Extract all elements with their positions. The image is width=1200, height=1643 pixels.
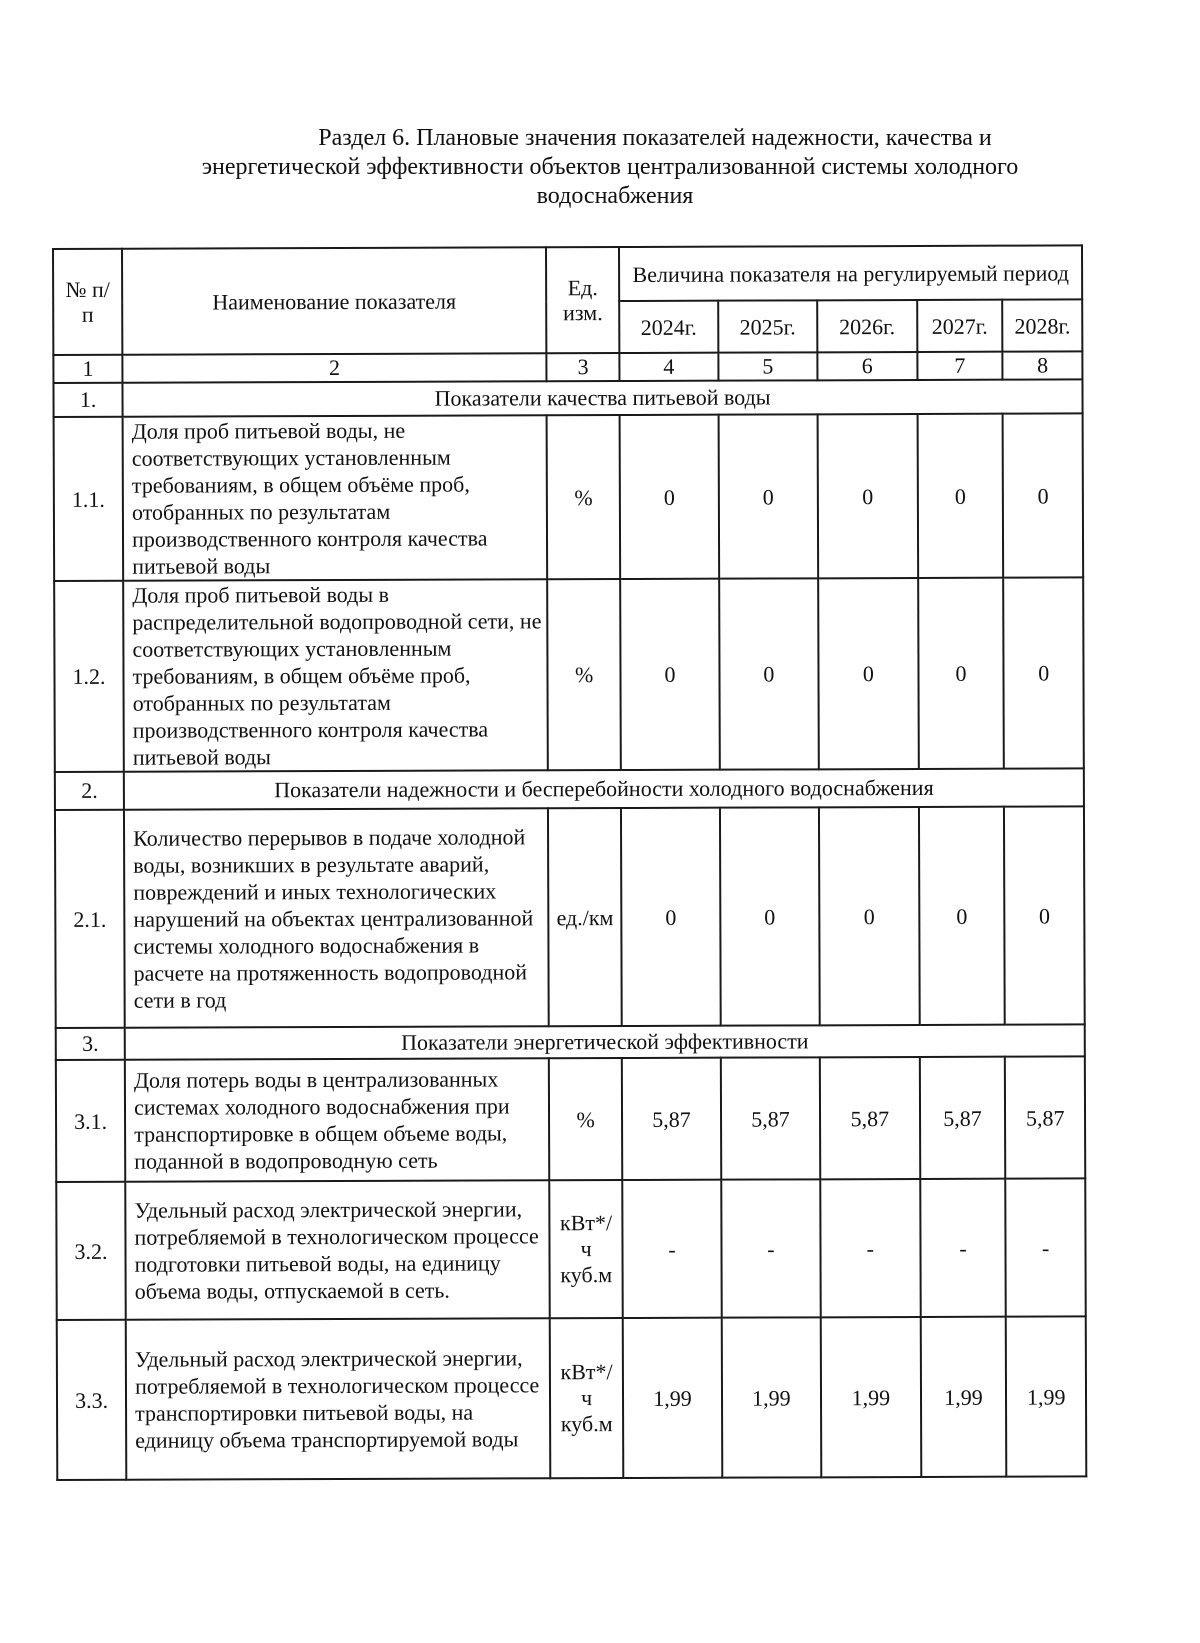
value-2024: 0: [620, 415, 719, 579]
row-number: 3.2.: [56, 1182, 126, 1320]
value-2026: 0: [818, 414, 918, 578]
value-2024: 5,87: [622, 1058, 721, 1180]
row-number: 2.1.: [55, 810, 125, 1028]
title-line-1: Раздел 6. Плановые значения показателей надежности, качества и: [318, 125, 992, 151]
value-2026: 1,99: [821, 1317, 921, 1477]
indicator-name: Доля потерь воды в централизованных системах холодного водоснабжения при транспортировке в общем объеме воды, поданной в водопроводную сеть: [125, 1058, 549, 1181]
value-2026: 0: [819, 807, 919, 1025]
value-2024: 0: [620, 579, 719, 770]
value-2027: 0: [918, 578, 1004, 769]
row-number: 3.1.: [56, 1060, 126, 1182]
header-year-2026: 2026г.: [817, 300, 917, 352]
header-year-2025: 2025г.: [718, 300, 818, 352]
indicators-table: [52, 244, 1087, 1481]
row-number: 3.3.: [57, 1320, 127, 1480]
unit-cell: %: [549, 1058, 623, 1180]
value-2027: 0: [917, 414, 1003, 578]
column-index: 6: [817, 352, 917, 380]
value-2027: 5,87: [919, 1057, 1005, 1179]
column-index: 5: [718, 352, 818, 380]
indicator-name: Доля проб питьевой воды в распределительной водопроводной сети, не соответствующих установленным требованиям, в общем объёме проб, отобранных по результатам производственного контроля качества питьевой воды: [123, 579, 548, 771]
value-2028: 1,99: [1006, 1316, 1086, 1476]
unit-cell: ед./км: [548, 808, 622, 1026]
indicator-name: Удельный расход электрической энергии, потребляемой в технологическом процессе подготовки питьевой воды, на единицу объема воды, отпускаемой в сеть.: [125, 1180, 549, 1319]
value-2027: 0: [919, 807, 1006, 1025]
value-2027: -: [920, 1179, 1006, 1317]
row-number: 1.1.: [54, 417, 124, 581]
section-title: Показатели качества питьевой воды: [123, 379, 1083, 416]
value-2025: 0: [718, 414, 818, 578]
value-2028: 0: [1004, 806, 1084, 1024]
value-2024: -: [623, 1180, 722, 1318]
column-index: 2: [122, 353, 546, 382]
section-title: Показатели энергетической эффективности: [125, 1024, 1085, 1059]
title-line-3: водоснабжения: [536, 183, 694, 209]
row-number: 1.2.: [54, 581, 124, 772]
section-number: 2.: [55, 772, 124, 810]
header-year-2028: 2028г.: [1003, 299, 1083, 351]
value-2024: 0: [621, 808, 720, 1026]
unit-cell: %: [547, 579, 621, 770]
column-index: 4: [620, 353, 718, 381]
value-2024: 1,99: [623, 1318, 722, 1478]
indicator-name: Удельный расход электрической энергии, потребляемой в технологическом процессе транспортировки питьевой воды, на единицу объема транспортируемой воды: [126, 1318, 550, 1479]
unit-cell: %: [547, 415, 621, 579]
value-2027: 1,99: [920, 1317, 1006, 1477]
value-2026: 5,87: [820, 1057, 920, 1179]
value-2025: 1,99: [721, 1317, 821, 1477]
column-index: 8: [1003, 351, 1083, 379]
value-2025: 5,87: [721, 1057, 821, 1179]
indicator-name: Доля проб питьевой воды, не соответствующих установленным требованиям, в общем объёме проб, отобранных по результатам производственного контроля качества питьевой воды: [123, 415, 548, 580]
value-2025: 0: [720, 807, 820, 1025]
header-unit: Ед. изм.: [546, 247, 620, 353]
value-2028: 5,87: [1005, 1056, 1085, 1178]
value-2025: 0: [719, 578, 819, 769]
indicator-name: Количество перерывов в подаче холодной воды, возникших в результате аварий, повреждений и иных технологических нарушений на объектах централизованной системы холодного водоснабжения в расчете на протяженность водопроводной сети в год: [124, 808, 549, 1027]
value-2028: -: [1006, 1178, 1086, 1316]
value-2028: 0: [1004, 577, 1084, 768]
header-period: Величина показателя на регулируемый период: [619, 245, 1082, 301]
value-2028: 0: [1003, 413, 1083, 577]
unit-cell: кВт*/ч куб.м: [549, 1180, 623, 1318]
section-number: 1.: [53, 383, 122, 417]
header-number: № п/п: [53, 249, 122, 355]
value-2026: -: [820, 1179, 920, 1317]
column-index: 7: [917, 352, 1003, 380]
header-year-2027: 2027г.: [917, 300, 1003, 352]
document-title: [0, 124, 1200, 211]
section-number: 3.: [56, 1028, 125, 1060]
header-year-2024: 2024г.: [619, 301, 718, 353]
value-2025: -: [721, 1179, 821, 1317]
unit-cell: кВт*/ч куб.м: [550, 1318, 624, 1478]
column-index: 3: [546, 353, 619, 381]
value-2026: 0: [818, 578, 918, 769]
column-index: 1: [53, 355, 122, 383]
title-line-2: энергетической эффективности объектов централизованной системы холодного: [201, 154, 1019, 180]
section-title: Показатели надежности и бесперебойности холодного водоснабжения: [124, 768, 1084, 809]
header-indicator-name: Наименование показателя: [122, 247, 546, 354]
